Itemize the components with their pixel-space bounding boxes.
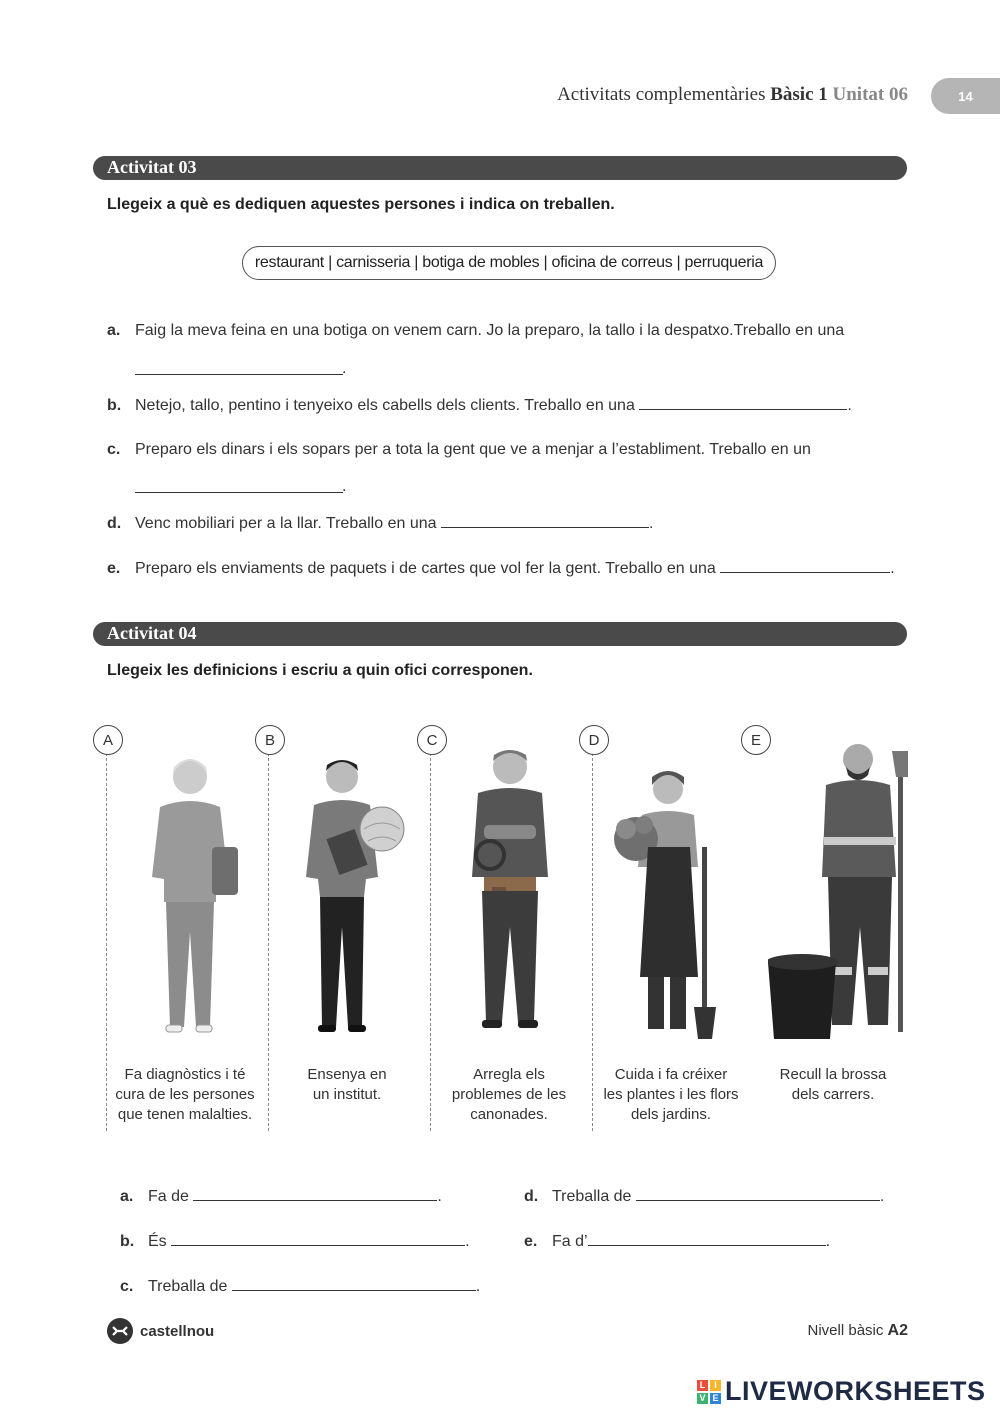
person-description	[434, 1065, 584, 1125]
answer-blank[interactable]	[232, 1277, 476, 1291]
activity04-instruction: Llegeix les definicions i escriu a quin ofici corresponen.	[107, 662, 533, 679]
item-letter: b.	[107, 397, 122, 414]
street-cleaner-illustration	[768, 737, 908, 1042]
item-letter: a.	[107, 322, 121, 339]
person-description	[272, 1065, 422, 1105]
activity03-item-a	[107, 322, 844, 340]
level-label: Nivell bàsic	[807, 1322, 884, 1339]
page-number-tab	[931, 78, 1000, 114]
person-badge: C	[417, 725, 447, 755]
person-description	[596, 1065, 746, 1125]
desc-line: les plantes i les flors	[603, 1086, 739, 1103]
person-card-b	[262, 725, 424, 1130]
publisher-logo	[107, 1318, 214, 1344]
activity03-title: Activitat 03	[107, 157, 197, 177]
footer-level	[808, 1322, 908, 1340]
answer-blank[interactable]	[588, 1232, 826, 1246]
desc-line: canonades.	[470, 1106, 548, 1123]
item-text: Faig la meva feina en una botiga on venem carn. Jo la preparo, la tallo i la despatxo.Treballo en una	[135, 322, 845, 339]
divider	[592, 753, 593, 1131]
answer-letter: c.	[120, 1278, 134, 1295]
answer-blank[interactable]	[171, 1232, 465, 1246]
desc-line: Cuida i fa créixer	[614, 1066, 728, 1083]
person-badge: A	[93, 725, 123, 755]
activity03-instruction: Llegeix a què es dediquen aquestes persones i indica on treballen.	[107, 196, 615, 213]
person-badge: B	[255, 725, 285, 755]
desc-line: Fa diagnòstics i té	[124, 1066, 246, 1083]
activity03-item-d: d. Venc mobiliari per a la llar. Treballo en una .	[107, 515, 654, 532]
person-card-a	[100, 725, 262, 1130]
liveworksheets-wordmark: LIVEWORKSHEETS	[725, 1376, 986, 1406]
answer-blank[interactable]	[193, 1187, 437, 1201]
activity03-bar	[93, 156, 907, 180]
activity04-answer-c: c. Treballa de .	[120, 1278, 481, 1295]
person-badge: D	[579, 725, 609, 755]
desc-line: problemes de les	[451, 1086, 567, 1103]
answer-text: Treballa de	[148, 1278, 228, 1295]
answer-blank[interactable]	[636, 1187, 880, 1201]
item-text: Netejo, tallo, pentino i tenyeixo els cabells dels clients. Treballo en una	[135, 397, 635, 414]
divider	[430, 753, 431, 1131]
item-text: Venc mobiliari per a la llar. Treballo en una	[135, 515, 437, 532]
header-unit: Unitat 06	[832, 84, 908, 105]
answer-letter: d.	[524, 1188, 539, 1205]
answer-blank-e[interactable]	[720, 559, 890, 573]
activity04-answer-a: a. Fa de .	[120, 1188, 442, 1205]
answer-letter: a.	[120, 1188, 134, 1205]
logo-cell: V	[697, 1393, 708, 1404]
plumber-illustration	[444, 737, 584, 1042]
gardener-illustration	[606, 737, 746, 1042]
teacher-illustration	[282, 737, 422, 1042]
answer-blank-d[interactable]	[441, 514, 649, 528]
activity04-answer-b: b. És .	[120, 1233, 470, 1250]
liveworksheets-watermark	[697, 1376, 986, 1407]
period: .	[342, 360, 347, 377]
desc-line: Ensenya en	[307, 1066, 387, 1083]
answer-text: Fa de	[148, 1188, 189, 1205]
person-badge: E	[741, 725, 771, 755]
answer-text: És	[148, 1233, 167, 1250]
period: .	[342, 478, 347, 495]
word-bank: restaurant | carnisseria | botiga de mobles | oficina de correus | perruqueria	[242, 246, 776, 280]
divider	[268, 753, 269, 1131]
page-number: 14	[958, 88, 973, 104]
person-description	[110, 1065, 260, 1125]
desc-line: Recull la brossa	[779, 1066, 887, 1083]
activity04-answer-e: e. Fa d’ .	[524, 1233, 831, 1250]
item-letter: c.	[107, 441, 121, 458]
publisher-logo-icon	[107, 1318, 133, 1344]
answer-letter: e.	[524, 1233, 538, 1250]
person-description	[758, 1065, 908, 1105]
person-card-d	[586, 725, 748, 1130]
activity04-answer-d: d. Treballa de .	[524, 1188, 885, 1205]
logo-cell: I	[710, 1380, 721, 1391]
activity03-item-b: b. Netejo, tallo, pentino i tenyeixo els cabells dels clients. Treballo en una .	[107, 397, 852, 414]
desc-line: Arregla els	[473, 1066, 545, 1083]
item-letter: e.	[107, 560, 121, 577]
answer-letter: b.	[120, 1233, 135, 1250]
activity03-item-c	[107, 441, 811, 459]
header-level: Bàsic 1	[770, 84, 828, 105]
item-text: Preparo els enviaments de paquets i de cartes que vol fer la gent. Treballo en una	[135, 560, 716, 577]
level-code: A2	[887, 1322, 908, 1339]
divider	[106, 753, 107, 1131]
desc-line: dels jardins.	[630, 1106, 712, 1123]
people-row	[100, 725, 910, 1135]
item-letter: d.	[107, 515, 122, 532]
answer-text: Treballa de	[552, 1188, 632, 1205]
activity04-bar	[93, 622, 907, 646]
header-series: Activitats complementàries	[557, 84, 766, 105]
answer-text: Fa d’	[552, 1233, 588, 1250]
answer-blank-c[interactable]	[135, 492, 343, 493]
answer-blank-b[interactable]	[639, 396, 847, 410]
doctor-illustration	[120, 737, 260, 1042]
logo-cell: E	[710, 1393, 721, 1404]
person-card-c	[424, 725, 586, 1130]
answer-blank-a[interactable]	[135, 374, 343, 375]
activity03-item-e: e. Preparo els enviaments de paquets i de cartes que vol fer la gent. Treballo en una .	[107, 560, 895, 577]
publisher-name: castellnou	[140, 1322, 215, 1340]
activity04-title: Activitat 04	[107, 623, 197, 643]
header-title	[557, 84, 908, 106]
logo-cell: L	[697, 1380, 708, 1391]
desc-line: dels carrers.	[791, 1086, 875, 1103]
desc-line: que tenen malalties.	[117, 1106, 253, 1123]
desc-line: un institut.	[312, 1086, 382, 1103]
item-text: Preparo els dinars i els sopars per a tota la gent que ve a menjar a l’establiment. Treballo en un	[135, 441, 811, 458]
liveworksheets-logo-icon	[697, 1380, 721, 1404]
desc-line: cura de les persones	[115, 1086, 255, 1103]
person-card-e	[748, 725, 910, 1130]
